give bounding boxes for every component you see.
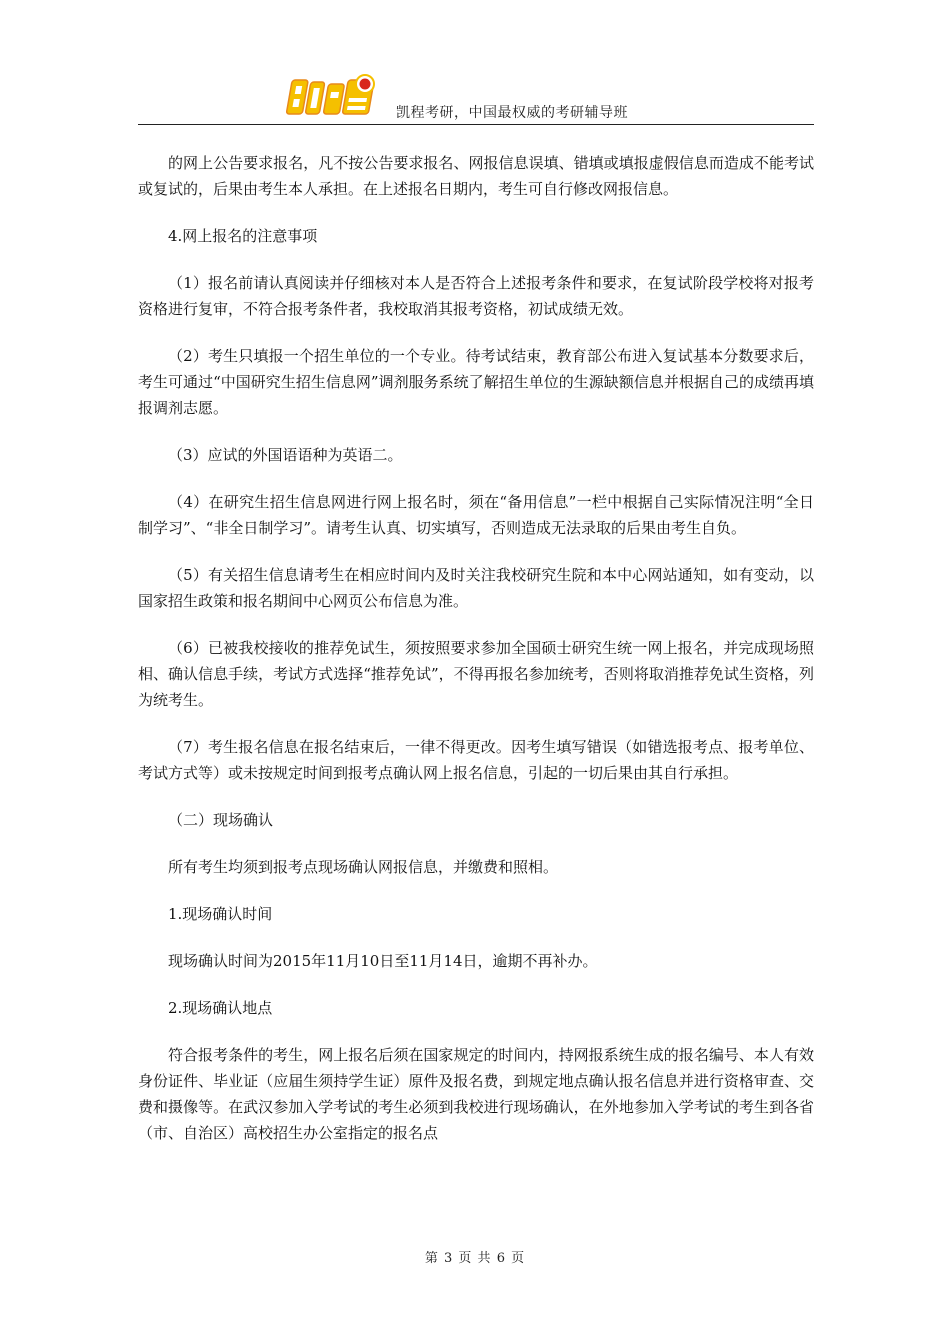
paragraph-onsite-intro: 所有考生均须到报考点现场确认网报信息，并缴费和照相。 — [168, 858, 559, 876]
paragraph-continued: 的网上公告要求报名，凡不按公告要求报名、网报信息误填、错填或填报虚假信息而造成不能考试或复试的，后果由考生本人承担。在上述报名日期内，考生可自行修改网报信息。 — [138, 154, 814, 198]
kaicheng-logo — [286, 70, 384, 120]
paragraph-note-6: （6）已被我校接收的推荐免试生，须按照要求参加全国硕士研究生统一网上报名，并完成现场照相、确认信息手续，考试方式选择“推荐免试”，不得再报名参加统考，否则将取消推荐免试生资格，列为统考生。 — [138, 639, 814, 709]
page-footer: 第 3 页 共 6 页 — [424, 1251, 526, 1266]
section-heading-onsite-confirmation: （二）现场确认 — [168, 811, 274, 829]
section-heading-online-notes: 4.网上报名的注意事项 — [168, 227, 318, 245]
paragraph-note-2: （2）考生只填报一个招生单位的一个专业。待考试结束，教育部公布进入复试基本分数要求后，考生可通过“中国研究生招生信息网”调剂服务系统了解招生单位的生源缺额信息并根据自己的成绩再填报调剂志愿。 — [138, 347, 814, 417]
document-body — [138, 150, 814, 1167]
header-title: 凯程考研，中国最权威的考研辅导班 — [396, 105, 628, 121]
section-heading-confirmation-time: 1.现场确认时间 — [168, 905, 273, 923]
paragraph-confirmation-time: 现场确认时间为2015年11月10日至11月14日，逾期不再补办。 — [168, 952, 598, 970]
paragraph-note-3: （3）应试的外国语语种为英语二。 — [168, 446, 403, 464]
paragraph-note-1: （1）报名前请认真阅读并仔细核对本人是否符合上述报考条件和要求，在复试阶段学校将对报考资格进行复审，不符合报考条件者，我校取消其报考资格，初试成绩无效。 — [138, 274, 814, 318]
paragraph-note-5: （5）有关招生信息请考生在相应时间内及时关注我校研究生院和本中心网站通知，如有变动，以国家招生政策和报名期间中心网页公布信息为准。 — [138, 566, 814, 610]
section-heading-confirmation-location: 2.现场确认地点 — [168, 999, 273, 1017]
paragraph-confirmation-location: 符合报考条件的考生，网上报名后须在国家规定的时间内，持网报系统生成的报名编号、本人有效身份证件、毕业证（应届生须持学生证）原件及报名费，到规定地点确认报名信息并进行资格审查、交费和摄像等。在武汉参加入学考试的考生必须到我校进行现场确认，在外地参加入学考试的考生到各省（市、自治区）高校招生办公室指定的报名点 — [138, 1046, 814, 1142]
paragraph-note-7: （7）考生报名信息在报名结束后，一律不得更改。因考生填写错误（如错选报考点、报考单位、考试方式等）或未按规定时间到报考点确认网上报名信息，引起的一切后果由其自行承担。 — [138, 738, 814, 782]
page-header — [138, 68, 814, 125]
paragraph-note-4: （4）在研究生招生信息网进行网上报名时，须在“备用信息”一栏中根据自己实际情况注明“全日制学习”、“非全日制学习”。请考生认真、切实填写，否则造成无法录取的后果由考生自负。 — [138, 493, 814, 537]
